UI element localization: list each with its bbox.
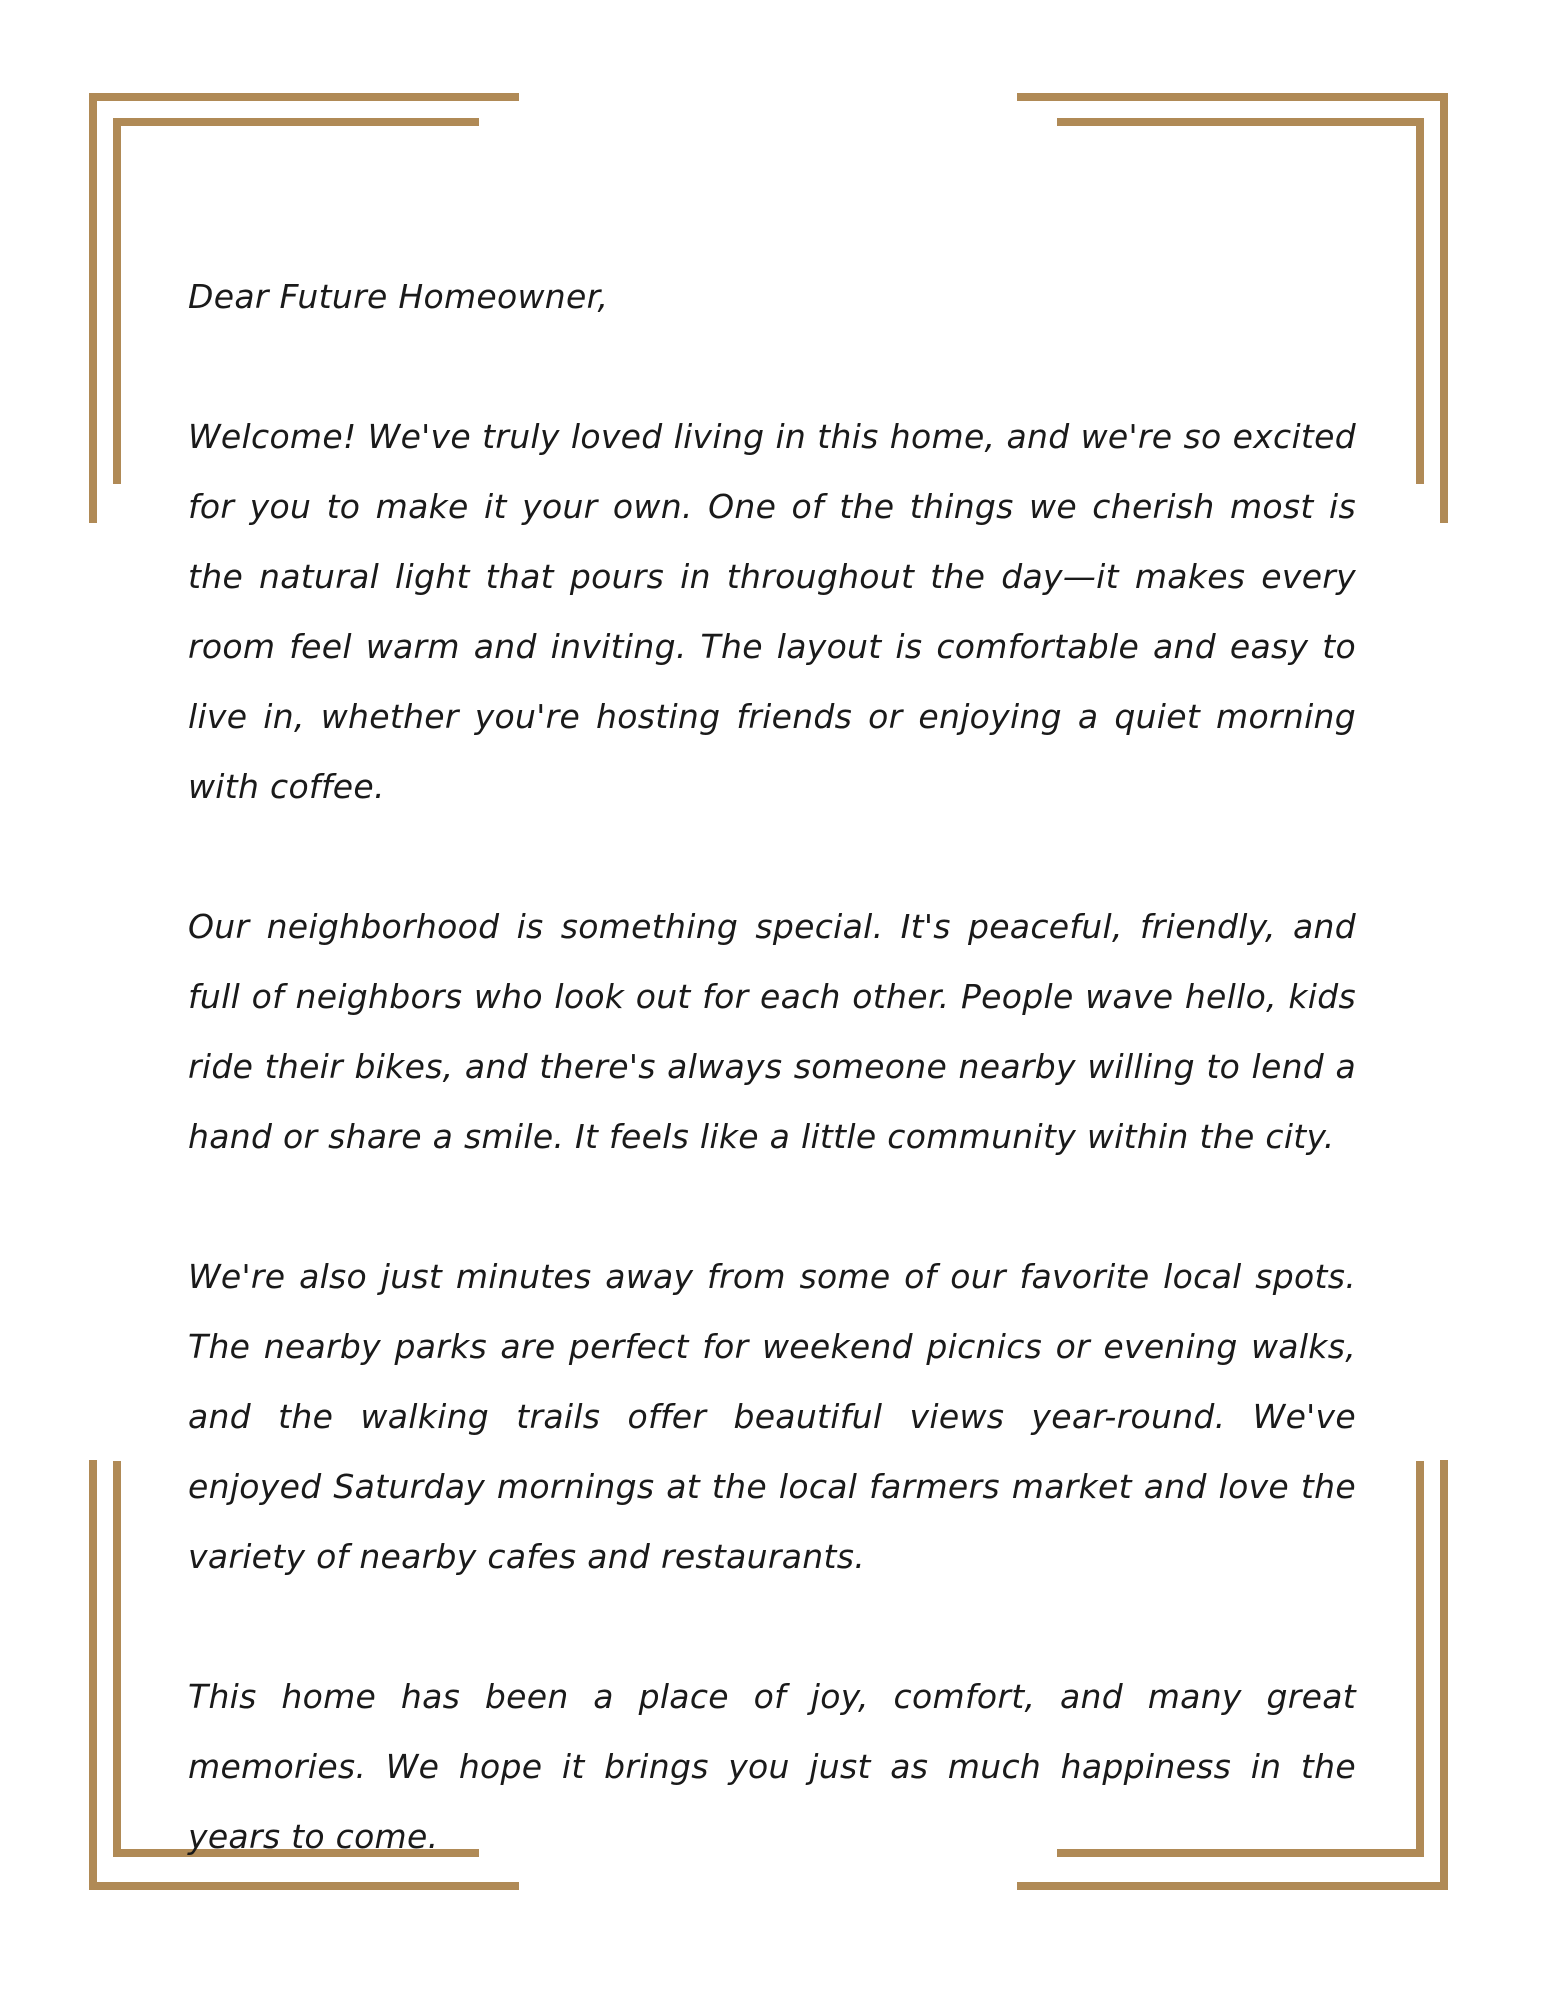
frame-line: [89, 93, 519, 101]
letter-salutation: Dear Future Homeowner,: [188, 277, 609, 316]
frame-line: [1017, 93, 1448, 101]
frame-line: [113, 118, 479, 126]
letter-paragraph-welcome: Welcome! We've truly loved living in this home, and we're so excited for you to make it your own. One of the things we cherish most is the natural light that pours in throughout the day—it makes every room feel warm and inviting. The layout is comfortable and easy to live in, whether you're hosting friends or enjoying a quiet morning with coffee.: [188, 417, 1356, 806]
frame-line: [1440, 93, 1448, 523]
frame-line: [113, 118, 121, 484]
letter-paragraph-neighborhood: Our neighborhood is something special. It's peaceful, friendly, and full of neighbors who look out for each other. People wave hello, kids ride their bikes, and there's always someone nearby willing to lend a hand or share a smile. It feels like a little community within the city.: [188, 907, 1356, 1156]
letter-paragraph-local-spots: We're also just minutes away from some of our favorite local spots. The nearby parks are perfect for weekend picnics or evening walks, and the walking trails offer beautiful views year-round. We've enjoyed Saturday mornings at the local farmers market and love the variety of nearby cafes and restaurants.: [188, 1257, 1356, 1576]
frame-line: [1057, 118, 1424, 126]
frame-line: [1416, 1461, 1424, 1857]
frame-line: [89, 93, 97, 523]
frame-line: [113, 1461, 121, 1857]
frame-line: [89, 1460, 97, 1890]
letter-body: [188, 262, 1356, 1942]
frame-line: [1416, 118, 1424, 484]
letter-paragraph-closing: This home has been a place of joy, comfort, and many great memories. We hope it brings you just as much happiness in the years to come.: [188, 1677, 1356, 1856]
frame-line: [1440, 1460, 1448, 1890]
